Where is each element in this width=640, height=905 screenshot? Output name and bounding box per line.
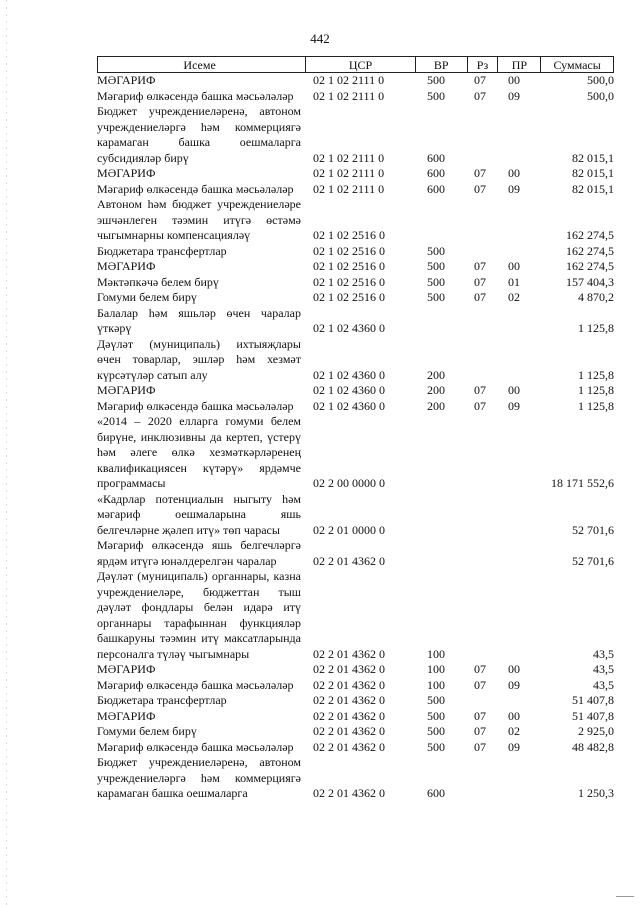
row-csr: 02 1 02 2516 0 xyxy=(313,274,385,289)
row-pr: 01 xyxy=(508,274,520,289)
row-sum: 157 404,3 xyxy=(566,274,614,289)
row-pr: 09 xyxy=(508,739,520,754)
header-pr: ПР xyxy=(497,57,540,72)
header-rz: Рз xyxy=(467,57,498,72)
row-vr: 500 xyxy=(427,73,445,87)
row-sum: 162 274,5 xyxy=(566,228,614,242)
row-sum: 82 015,1 xyxy=(572,150,614,165)
row-sum: 162 274,5 xyxy=(566,243,614,258)
row-pr: 00 xyxy=(508,259,520,273)
table-row xyxy=(97,709,614,725)
row-sum: 2 925,0 xyxy=(578,724,614,738)
row-sum: 1 250,3 xyxy=(578,786,614,800)
row-pr: 02 xyxy=(508,290,520,304)
row-csr: 02 1 02 2111 0 xyxy=(313,181,385,196)
row-rz: 07 xyxy=(474,181,486,196)
row-pr: 00 xyxy=(508,383,520,397)
row-csr: 02 1 02 2111 0 xyxy=(313,88,385,103)
row-vr: 500 xyxy=(427,259,445,273)
header-csr: ЦСР xyxy=(305,57,415,72)
page-number: 442 xyxy=(310,31,330,46)
row-name: Гомуми белем бирү xyxy=(97,290,197,304)
row-rz: 07 xyxy=(474,73,486,87)
row-rz: 07 xyxy=(474,88,486,103)
row-csr: 02 1 02 4360 0 xyxy=(313,383,385,397)
row-name: Мәгариф өлкәсендә башка мәсьәләләр xyxy=(97,398,294,413)
row-name: МӘГАРИФ xyxy=(97,166,156,180)
row-name: МӘГАРИФ xyxy=(97,73,156,87)
row-rz: 07 xyxy=(474,274,486,289)
row-name: Бюджет учреждениеләренә, автоном учреждениеләргә һәм коммерциягә карамаган башка оешмаларга субсидияләр бирү xyxy=(97,104,301,165)
row-pr: 09 xyxy=(508,181,520,196)
row-name: Бюджетара трансфертлар xyxy=(97,243,227,258)
row-vr: 600 xyxy=(427,166,445,180)
row-sum: 18 171 552,6 xyxy=(551,476,614,490)
row-sum: 1 125,8 xyxy=(578,321,614,335)
scan-edge-mark xyxy=(6,0,7,905)
row-csr: 02 2 01 4362 0 xyxy=(313,786,385,800)
header-name: Исеме xyxy=(183,58,216,72)
row-pr: 09 xyxy=(508,88,520,103)
row-csr: 02 1 02 2111 0 xyxy=(313,166,385,180)
row-vr: 500 xyxy=(427,290,445,304)
row-name: Мәгариф өлкәсендә башка мәсьәләләр xyxy=(97,677,294,692)
row-vr: 600 xyxy=(427,150,445,165)
row-csr: 02 1 02 2516 0 xyxy=(313,228,385,242)
row-csr: 02 2 01 4362 0 xyxy=(313,646,385,661)
table-row xyxy=(97,73,614,89)
row-rz: 07 xyxy=(474,166,486,180)
table-row xyxy=(97,740,614,756)
table-row xyxy=(97,197,614,244)
header-vr: ВР xyxy=(415,57,467,72)
row-vr: 100 xyxy=(427,646,445,661)
row-sum: 43,5 xyxy=(593,677,614,692)
row-csr: 02 1 02 2111 0 xyxy=(313,73,385,87)
row-name: Бюджетара трансфертлар xyxy=(97,693,227,707)
row-csr: 02 2 01 0000 0 xyxy=(313,522,385,537)
table-row xyxy=(97,104,614,166)
row-sum: 1 125,8 xyxy=(578,383,614,397)
table-row xyxy=(97,383,614,399)
row-csr: 02 2 01 4362 0 xyxy=(313,553,385,568)
table-row xyxy=(97,662,614,678)
table-header xyxy=(97,56,614,73)
row-vr: 500 xyxy=(427,708,445,723)
row-name: Балалар һәм яшьләр өчен чаралар үткәрү xyxy=(97,305,301,335)
header-sum: Суммасы xyxy=(540,57,613,72)
row-csr: 02 1 02 2516 0 xyxy=(313,243,385,258)
row-rz: 07 xyxy=(474,259,486,273)
row-name: Мәгариф өлкәсендә башка мәсьәләләр xyxy=(97,181,294,196)
row-sum: 43,5 xyxy=(593,646,614,661)
row-csr: 02 1 02 2516 0 xyxy=(313,290,385,304)
row-pr: 02 xyxy=(508,724,520,738)
row-name: МӘГАРИФ xyxy=(97,662,156,676)
row-sum: 51 407,8 xyxy=(572,708,614,723)
row-pr: 09 xyxy=(508,677,520,692)
table-row xyxy=(97,275,614,291)
table-row xyxy=(97,724,614,740)
table-row xyxy=(97,259,614,275)
row-rz: 07 xyxy=(474,290,486,304)
table-row xyxy=(97,569,614,662)
row-name: Мәгариф өлкәсендә башка мәсьәләләр xyxy=(97,88,294,103)
row-vr: 500 xyxy=(427,274,445,289)
row-name: Автоном һәм бюджет учреждениеләре эшчәнлеген тәэмин итүгә өстәмә чыгымнарны компенсацияләү xyxy=(97,197,301,242)
table-row xyxy=(97,678,614,694)
row-vr: 200 xyxy=(427,398,445,413)
row-csr: 02 2 01 4362 0 xyxy=(313,724,385,738)
row-csr: 02 1 02 2516 0 xyxy=(313,259,385,273)
table-row xyxy=(97,166,614,182)
row-name: Дәүләт (муниципаль) органнары, казна учреждениеләре, бюджеттан тыш дәүләт фондлары белән идарә итү органнары тарафыннан функцияләр башкаруны тәэмин итү максатларында персоналга түләү чыгымнары xyxy=(97,569,301,661)
row-rz: 07 xyxy=(474,677,486,692)
table-row xyxy=(97,306,614,337)
row-pr: 00 xyxy=(508,166,520,180)
table-body xyxy=(97,73,614,802)
row-pr: 00 xyxy=(508,73,520,87)
row-pr: 00 xyxy=(508,662,520,676)
row-name: Мәгариф өлкәсендә башка мәсьәләләр xyxy=(97,739,294,754)
row-name: МӘГАРИФ xyxy=(97,708,156,723)
row-vr: 500 xyxy=(427,739,445,754)
row-pr: 00 xyxy=(508,708,520,723)
row-vr: 600 xyxy=(427,786,445,800)
row-name: «Кадрлар потенциалын ныгыту һәм мәгариф оешмаларына яшь белгечләрне җәлеп итү» төп чарасы xyxy=(97,491,301,537)
row-vr: 600 xyxy=(427,181,445,196)
row-pr: 09 xyxy=(508,398,520,413)
table-row xyxy=(97,89,614,105)
table-row xyxy=(97,693,614,709)
row-csr: 02 1 02 4360 0 xyxy=(313,398,385,413)
row-name: МӘГАРИФ xyxy=(97,383,156,397)
row-vr: 200 xyxy=(427,383,445,397)
row-sum: 1 125,8 xyxy=(578,398,614,413)
row-rz: 07 xyxy=(474,739,486,754)
row-csr: 02 2 01 4362 0 xyxy=(313,739,385,754)
row-csr: 02 2 01 4362 0 xyxy=(313,708,385,723)
budget-table xyxy=(97,56,614,802)
row-vr: 100 xyxy=(427,677,445,692)
row-name: Бюджет учреждениеләренә, автоном учреждениеләргә һәм коммерциягә карамаган башка оешмаларга xyxy=(97,755,301,800)
table-row xyxy=(97,414,614,492)
row-name: «2014 – 2020 елларга гомуми белем бирүне, инклюзивны да кертеп, үстерү һәм әлеге өлкә хезмәткәрләренең квалификациясен күтәрү» ярдәмче программасы xyxy=(97,414,301,490)
row-name: Дәүләт (муниципаль) ихтыяҗлары өчен товарлар, эшләр һәм хезмәт күрсәтүләр сатып алу xyxy=(97,336,301,382)
table-row xyxy=(97,244,614,260)
row-name: Гомуми белем бирү xyxy=(97,724,197,738)
row-csr: 02 1 02 2111 0 xyxy=(313,150,385,165)
row-csr: 02 1 02 4360 0 xyxy=(313,367,385,382)
row-rz: 07 xyxy=(474,398,486,413)
table-row xyxy=(97,337,614,384)
row-sum: 162 274,5 xyxy=(566,259,614,273)
row-sum: 52 701,6 xyxy=(572,553,614,568)
row-vr: 500 xyxy=(427,243,445,258)
row-sum: 4 870,2 xyxy=(578,290,614,304)
table-row xyxy=(97,182,614,198)
row-csr: 02 1 02 4360 0 xyxy=(313,321,385,335)
row-vr: 500 xyxy=(427,88,445,103)
row-sum: 500,0 xyxy=(587,88,614,103)
row-name: Мәгариф өлкәсендә яшь белгечләргә ярдәм итүгә юнәлдерелгән чаралар xyxy=(97,538,301,568)
row-sum: 1 125,8 xyxy=(578,367,614,382)
row-csr: 02 2 01 4362 0 xyxy=(313,693,385,707)
row-vr: 500 xyxy=(427,724,445,738)
row-vr: 500 xyxy=(427,693,445,707)
row-name: Мәктәпкәчә белем бирү xyxy=(97,274,219,289)
row-rz: 07 xyxy=(474,662,486,676)
table-row xyxy=(97,290,614,306)
table-row xyxy=(97,538,614,569)
row-csr: 02 2 01 4362 0 xyxy=(313,662,385,676)
row-sum: 52 701,6 xyxy=(572,522,614,537)
row-name: МӘГАРИФ xyxy=(97,259,156,273)
row-sum: 82 015,1 xyxy=(572,181,614,196)
corner-mark xyxy=(616,896,634,897)
row-sum: 82 015,1 xyxy=(572,166,614,180)
row-vr: 200 xyxy=(427,367,445,382)
row-csr: 02 2 00 0000 0 xyxy=(313,476,385,490)
table-row xyxy=(97,399,614,415)
table-row xyxy=(97,492,614,539)
row-sum: 48 482,8 xyxy=(572,739,614,754)
row-csr: 02 2 01 4362 0 xyxy=(313,677,385,692)
row-vr: 100 xyxy=(427,662,445,676)
row-sum: 43,5 xyxy=(593,662,614,676)
table-row xyxy=(97,755,614,802)
row-rz: 07 xyxy=(474,708,486,723)
row-sum: 51 407,8 xyxy=(572,693,614,707)
row-rz: 07 xyxy=(474,724,486,738)
row-sum: 500,0 xyxy=(587,73,614,87)
row-rz: 07 xyxy=(474,383,486,397)
